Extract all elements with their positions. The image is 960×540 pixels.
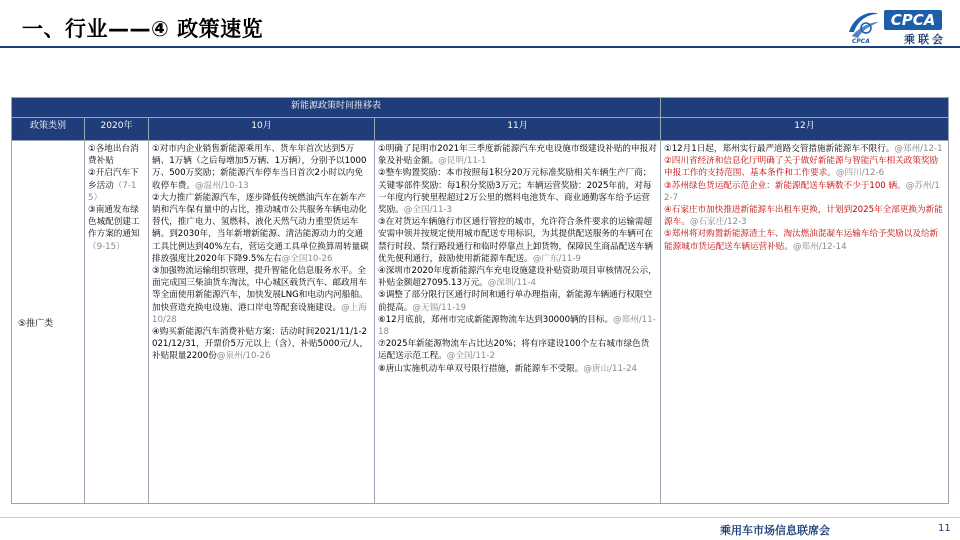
policy-source: @四川/12-6 — [835, 168, 885, 179]
footer-text: 乘用车市场信息联席会 — [720, 524, 830, 537]
policy-source: @广东/11-9 — [532, 253, 581, 264]
policy-text: ④深圳市2020年度新能源汽车充电设施建设补贴资助项目审核情况公示，补贴金额超27095.13万元。 — [378, 266, 657, 289]
policy-text: ③南通发布绿色城配创建工作方案的通知 — [88, 205, 140, 240]
policy-text: ⑥12月底前，郑州市完成新能源物流车达到30000辆的目标。 — [378, 314, 614, 325]
page-number: 11 — [938, 523, 951, 534]
cell-december — [661, 141, 949, 504]
policy-text: ②开启汽车下乡活动 — [88, 168, 139, 191]
policy-item — [378, 338, 657, 362]
policy-item — [664, 228, 945, 252]
policy-source: @无锡/11-19 — [412, 302, 467, 313]
policy-item — [664, 180, 945, 204]
policy-source: @全国/11-2 — [446, 351, 495, 362]
cell-2020 — [85, 141, 149, 504]
policy-text: ⑤调整了部分限行区通行时间和通行单办理指南，新能源车辆通行权限空前提高。 — [378, 290, 653, 313]
policy-text: ④购买新能源汽车消费补贴方案：活动时间2021/11/1-2021/12/31，开票价5万元以上（含），补贴5000元/人，补贴限量2200份 — [152, 327, 369, 362]
policy-item — [378, 265, 657, 289]
policy-source: @泉州/10-26 — [216, 351, 271, 362]
policy-source: @全国10-26 — [281, 253, 333, 264]
policy-text: ③加强物流运输组织管理，提升智能化信息服务水平。全面完成国三柴油货车淘汰，中心城区载货汽车、邮政用车等全面使用新能源汽车，加快发展LNG和电动内河船舶。加快营造充换电设施、港口岸电等配套设施建设。 — [152, 266, 368, 313]
col-header-nov: 11月 — [375, 118, 661, 141]
policy-text: ④石家庄市加快推进新能源车出租车更换，计划到2025年全部更换为新能源车。 — [664, 205, 943, 228]
logo-text: CPCA — [884, 10, 942, 30]
policy-item — [88, 204, 145, 253]
cpca-logo — [846, 8, 946, 46]
policy-text: ①各地出台消费补贴 — [88, 144, 139, 167]
policy-item — [664, 204, 945, 228]
policy-item — [88, 167, 145, 204]
table-title: 新能源政策时间推移表 — [12, 98, 661, 118]
policy-text: ②四川省经济和信息化厅明确了关于做好新能源与智能汽车相关政策奖励申报工作的支持范围、基本条件和工作要求。 — [664, 156, 939, 179]
col-header-category: 政策类别 — [12, 118, 85, 141]
logo-cn-text: 乘联会 — [904, 33, 946, 46]
footer-divider — [0, 517, 960, 518]
policy-source: @郑州/12-14 — [792, 241, 847, 252]
policy-text: ①明确了昆明市2021年三季度新能源汽车充电设施市级建设补贴的申报对象及补贴金额。 — [378, 144, 657, 167]
policy-item — [664, 155, 945, 179]
policy-text: ③苏州绿色货运配示范企业：新能源配送车辆数不少于100 辆。 — [664, 180, 906, 191]
col-header-oct: 10月 — [149, 118, 375, 141]
policy-item — [378, 216, 657, 265]
policy-text: ②大力推广新能源汽车，逐步降低传统燃油汽车在新车产销和汽车保有量中的占比，推动城市公共服务车辆电动化替代，推广电力、氢燃料、液化天然气动力重型货运车辆。到2030年，当年新增新能源、清洁能源动力的交通工具比例达到40%左右，营运交通工具单位换算周转量碳排放强度比2020年下降9.5%左右 — [152, 192, 369, 264]
policy-timeline-table — [11, 97, 949, 504]
policy-source: @唐山/11-24 — [583, 363, 638, 374]
policy-item — [152, 192, 371, 265]
table-header-row — [12, 118, 949, 141]
policy-item — [152, 143, 371, 192]
logo-sub-text: CPCA — [852, 38, 870, 45]
policy-source: @温州/10-13 — [194, 180, 249, 191]
policy-source: @昆明/11-1 — [438, 156, 487, 167]
policy-source: @苏州/12-7 — [664, 180, 940, 203]
col-header-dec: 12月 — [661, 118, 949, 141]
policy-source: @郑州/11-18 — [378, 314, 656, 338]
policy-item — [378, 289, 657, 313]
policy-item — [152, 265, 371, 326]
logo-swoosh-icon — [846, 8, 880, 42]
cell-october — [149, 141, 375, 504]
policy-source: （9-15） — [88, 241, 125, 252]
table-row — [12, 141, 949, 504]
policy-text: ⑦2025年新能源物流车占比达20%；将有序建设100个左右城市绿色货运配送示范工程。 — [378, 339, 650, 362]
policy-item — [378, 314, 657, 338]
policy-text: ③在对货运车辆施行市区通行管控的城市，允许符合条件要求的运输需超安需申领并按规定使用城市配送专用标识，为其提供配送服务的车辆可在禁行时段、禁行路段通行和临时停靠点上卸货物，保障民生商品配送车辆优先便利通行，鼓励使用新能源车配送。 — [378, 217, 654, 264]
policy-item — [152, 326, 371, 363]
policy-item — [664, 143, 945, 155]
policy-text: ②整车购置奖励：本市按照每1积分20万元标准奖励相关车辆生产厂商；关键零部件奖励：每1积分奖励3万元；车辆运营奖励：2025年前，对每一年度内行驶里程超过2万公里的燃料电池货车、商业通勤客车给予运营奖励。 — [378, 168, 652, 216]
policy-source: @石家庄/12-3 — [689, 217, 747, 228]
cell-november — [375, 141, 661, 504]
policy-text: ①对市内企业销售新能源乘用车、货车年首次达到5万辆、1万辆（之后每增加5万辆、1万辆），分别予以1000万、500万奖励；新能源汽车停车当日首次2小时以内免收停车费。 — [152, 144, 367, 191]
policy-item — [378, 167, 657, 216]
col-header-2020: 2020年 — [85, 118, 149, 141]
page-title: 一、行业——④ 政策速览 — [22, 17, 264, 41]
policy-source: @全国/11-3 — [403, 205, 452, 216]
policy-item — [378, 143, 657, 167]
policy-source: @上海10/28 — [152, 302, 367, 325]
table-title-blank — [661, 98, 949, 118]
policy-source: @深圳/11-4 — [487, 278, 536, 289]
policy-text: ⑤郑州将对购置新能源渣土车、淘汰燃油混凝车运输车给予奖励以及给新能源城市货运配送车辆运营补贴。 — [664, 229, 939, 252]
policy-source: （7-15） — [88, 180, 137, 203]
title-divider — [0, 46, 960, 48]
category-cell: ⑤推广类 — [12, 141, 85, 504]
policy-source: @郑州/12-1 — [894, 144, 943, 154]
policy-text: ①12月1日起，郑州实行最严道路交管措施新能源车不限行。 — [664, 144, 895, 154]
policy-text: ⑧唐山实施机动车单双号限行措施，新能源车不受限。 — [378, 363, 584, 374]
policy-item — [378, 363, 657, 375]
policy-item — [88, 143, 145, 167]
